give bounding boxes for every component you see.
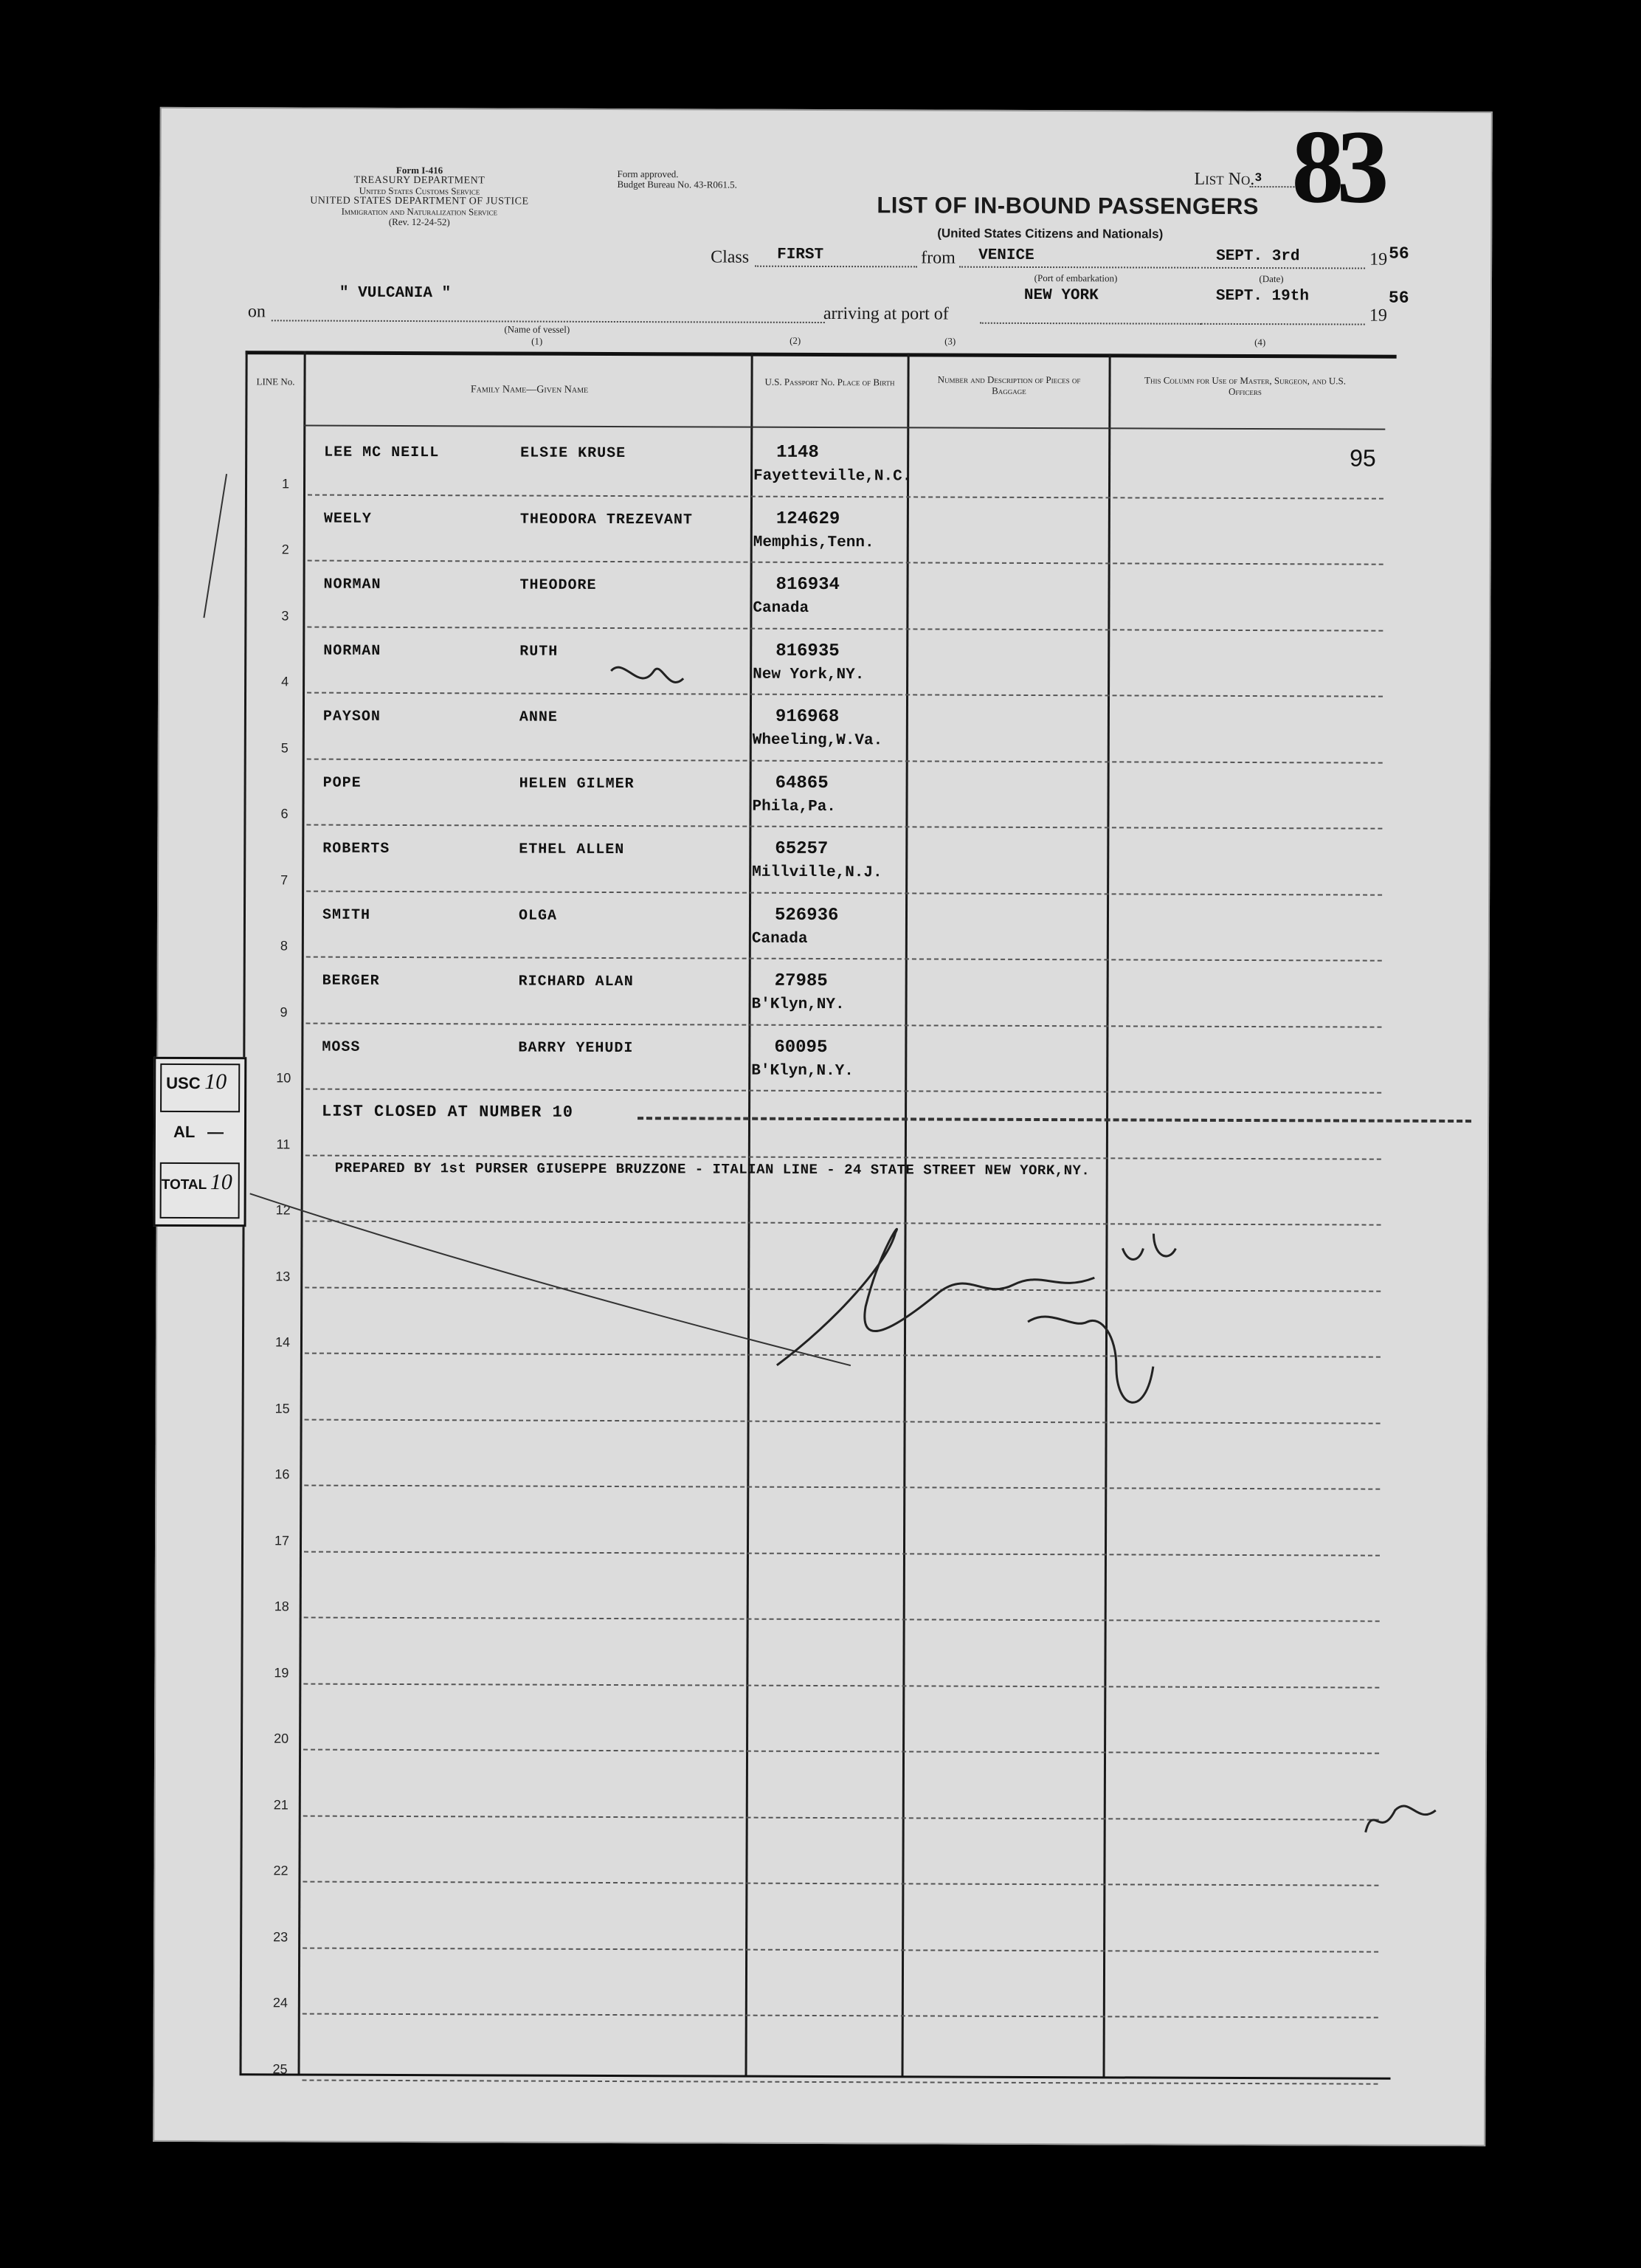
class-label: Class — [711, 247, 750, 267]
given-name: THEODORE — [519, 576, 597, 594]
birthplace: B'Klyn,N.Y. — [751, 1062, 854, 1080]
caption-col3: (3) — [944, 335, 956, 347]
col-header-passport: U.S. Passport No. Place of Birth — [764, 376, 895, 388]
birthplace: Fayetteville,N.C. — [753, 467, 912, 486]
prepared-by-text: PREPARED BY 1st PURSER GIUSEPPE BRUZZONE - ITALIAN LINE - 24 STATE STREET NEW YORK,NY. — [334, 1159, 1091, 1179]
signature — [777, 1229, 1095, 1367]
year-prefix-2: 19 — [1369, 306, 1387, 325]
caption-port-embarkation: (Port of embarkation) — [1034, 272, 1118, 284]
signature-initials — [1122, 1233, 1175, 1259]
family-name: WEELY — [323, 510, 372, 528]
given-name: OLGA — [518, 907, 558, 925]
family-name: PAYSON — [322, 708, 381, 725]
arrive-date: SEPT. 19th — [1215, 287, 1310, 306]
handwritten-mark-row21 — [1366, 1806, 1436, 1833]
arrival-port: NEW YORK — [1023, 286, 1099, 305]
family-name: POPE — [322, 774, 362, 792]
customs-service: United States Customs Service — [359, 185, 480, 197]
line-number: 23 — [273, 1929, 289, 1944]
stamp-usc-label: USC — [166, 1073, 201, 1093]
arriving-label: arriving at port of — [823, 303, 949, 324]
handwritten-mark-row4 — [611, 667, 683, 682]
depart-date: SEPT. 3rd — [1216, 247, 1300, 266]
page-title: LIST OF IN-BOUND PASSENGERS — [877, 192, 1259, 220]
given-name: HELEN GILMER — [519, 775, 635, 793]
line-number: 1 — [281, 475, 290, 491]
passport-number: 64865 — [775, 773, 829, 793]
family-name: NORMAN — [323, 642, 381, 660]
line-number: 18 — [274, 1599, 289, 1614]
family-name: BERGER — [322, 972, 380, 990]
passport-number: 60095 — [774, 1037, 828, 1058]
col-header-officers: This Column for Use of Master, Surgeon, and U.S. Officers — [1144, 374, 1347, 398]
passport-number: 526936 — [774, 905, 839, 926]
passport-number: 816935 — [775, 641, 840, 661]
justice-dept: UNITED STATES DEPARTMENT OF JUSTICE — [310, 195, 529, 207]
line-number: 7 — [280, 872, 289, 887]
birthplace: Phila,Pa. — [752, 798, 836, 816]
caption-date: (Date) — [1259, 273, 1284, 285]
on-label: on — [247, 302, 266, 322]
passport-number: 816934 — [775, 574, 840, 596]
stamp-total-value: 10 — [210, 1170, 232, 1195]
col-header-line: LINE No. — [256, 376, 295, 387]
passport-number: 1148 — [776, 442, 819, 463]
caption-col4: (4) — [1254, 337, 1266, 348]
passport-number: 27985 — [774, 971, 828, 992]
line-number: 15 — [274, 1400, 290, 1416]
given-name: RICHARD ALAN — [518, 973, 634, 991]
birthplace: Millville,N.J. — [752, 864, 882, 882]
line-number: 14 — [274, 1334, 291, 1350]
margin-bracket — [204, 474, 227, 618]
birthplace: B'Klyn,NY. — [751, 996, 845, 1014]
line-number: 9 — [280, 1004, 288, 1019]
family-name: MOSS — [322, 1038, 361, 1056]
caption-col2: (2) — [790, 334, 801, 346]
stamp-al-box — [160, 1112, 240, 1158]
ins-service: Immigration and Naturalization Service — [341, 205, 498, 218]
line-number: 12 — [275, 1202, 291, 1218]
birthplace: New York,NY. — [753, 666, 865, 683]
line-number: 25 — [272, 2061, 288, 2076]
given-name: ETHEL ALLEN — [519, 841, 625, 859]
line-number: 22 — [273, 1863, 289, 1878]
form-number: Form I-416 — [395, 164, 443, 176]
revision: (Rev. 12-24-52) — [388, 216, 450, 228]
pen-line — [249, 1193, 851, 1365]
birthplace: Canada — [753, 599, 809, 617]
line-number: 13 — [275, 1268, 291, 1283]
passport-number: 916968 — [775, 706, 840, 728]
stamp-al-value: — — [207, 1123, 224, 1142]
year-prefix-1: 19 — [1369, 249, 1388, 269]
family-name: ROBERTS — [322, 840, 390, 858]
passport-number: 65257 — [775, 838, 829, 860]
list-closed-text: LIST CLOSED AT NUMBER 10 — [322, 1102, 573, 1122]
birthplace: Canada — [751, 930, 808, 948]
given-name: ANNE — [519, 709, 558, 726]
given-name: ELSIE KRUSE — [520, 444, 626, 463]
handwriting-overlay — [154, 108, 1494, 2148]
birthplace: Wheeling,W.Va. — [752, 731, 883, 750]
family-name: LEE MC NEILL — [324, 444, 440, 462]
stamp-al-label: AL — [173, 1122, 196, 1142]
stamp-total-label: TOTAL — [161, 1176, 207, 1193]
arrive-year: 56 — [1388, 288, 1409, 308]
line-number: 21 — [273, 1796, 289, 1812]
list-no-value: 3 — [1254, 171, 1262, 185]
form-approved: Form approved. — [617, 168, 679, 180]
birthplace: Memphis,Tenn. — [753, 534, 874, 551]
line-number: 16 — [274, 1466, 290, 1482]
line-number: 3 — [281, 607, 289, 623]
line-number: 4 — [281, 674, 289, 689]
officer-mark-row1: 95 — [1350, 444, 1376, 472]
from-label: from — [921, 248, 956, 268]
passport-number: 124629 — [775, 509, 840, 529]
from-value: VENICE — [978, 247, 1034, 264]
page-subtitle: (United States Citizens and Nationals) — [937, 226, 1164, 241]
list-number-stamp: 83 — [1291, 108, 1382, 225]
vessel-name: " VULCANIA " — [339, 284, 452, 303]
list-no-label: List No. — [1194, 169, 1255, 190]
line-number: 11 — [276, 1136, 291, 1151]
budget-bureau: Budget Bureau No. 43-R061.5. — [617, 179, 737, 190]
line-number: 8 — [280, 938, 288, 954]
line-number: 5 — [280, 740, 289, 755]
col-header-baggage: Number and Description of Pieces of Baggage — [937, 373, 1081, 396]
col-header-name: Family Name—Given Name — [470, 384, 589, 396]
given-name: THEODORA TREZEVANT — [519, 511, 693, 528]
depart-year: 56 — [1389, 244, 1409, 263]
family-name: NORMAN — [323, 576, 381, 593]
manifest-sheet — [153, 107, 1493, 2146]
given-name: BARRY YEHUDI — [518, 1039, 634, 1057]
line-number: 24 — [272, 1995, 288, 2010]
line-number: 2 — [281, 542, 289, 557]
count-stamp — [153, 1057, 247, 1227]
caption-vessel: (Name of vessel) (1) — [504, 323, 570, 347]
family-name: SMITH — [322, 906, 371, 924]
line-number: 17 — [274, 1532, 290, 1548]
given-name: RUTH — [519, 643, 559, 661]
line-number: 6 — [280, 806, 289, 821]
line-number: 10 — [276, 1070, 291, 1086]
line-number: 20 — [274, 1731, 289, 1746]
treasury-dept: TREASURY DEPARTMENT — [353, 174, 486, 187]
stamp-usc-value: 10 — [204, 1069, 227, 1095]
class-value: FIRST — [777, 246, 824, 263]
signature-flourish — [1028, 1317, 1153, 1402]
line-number: 19 — [274, 1664, 289, 1680]
